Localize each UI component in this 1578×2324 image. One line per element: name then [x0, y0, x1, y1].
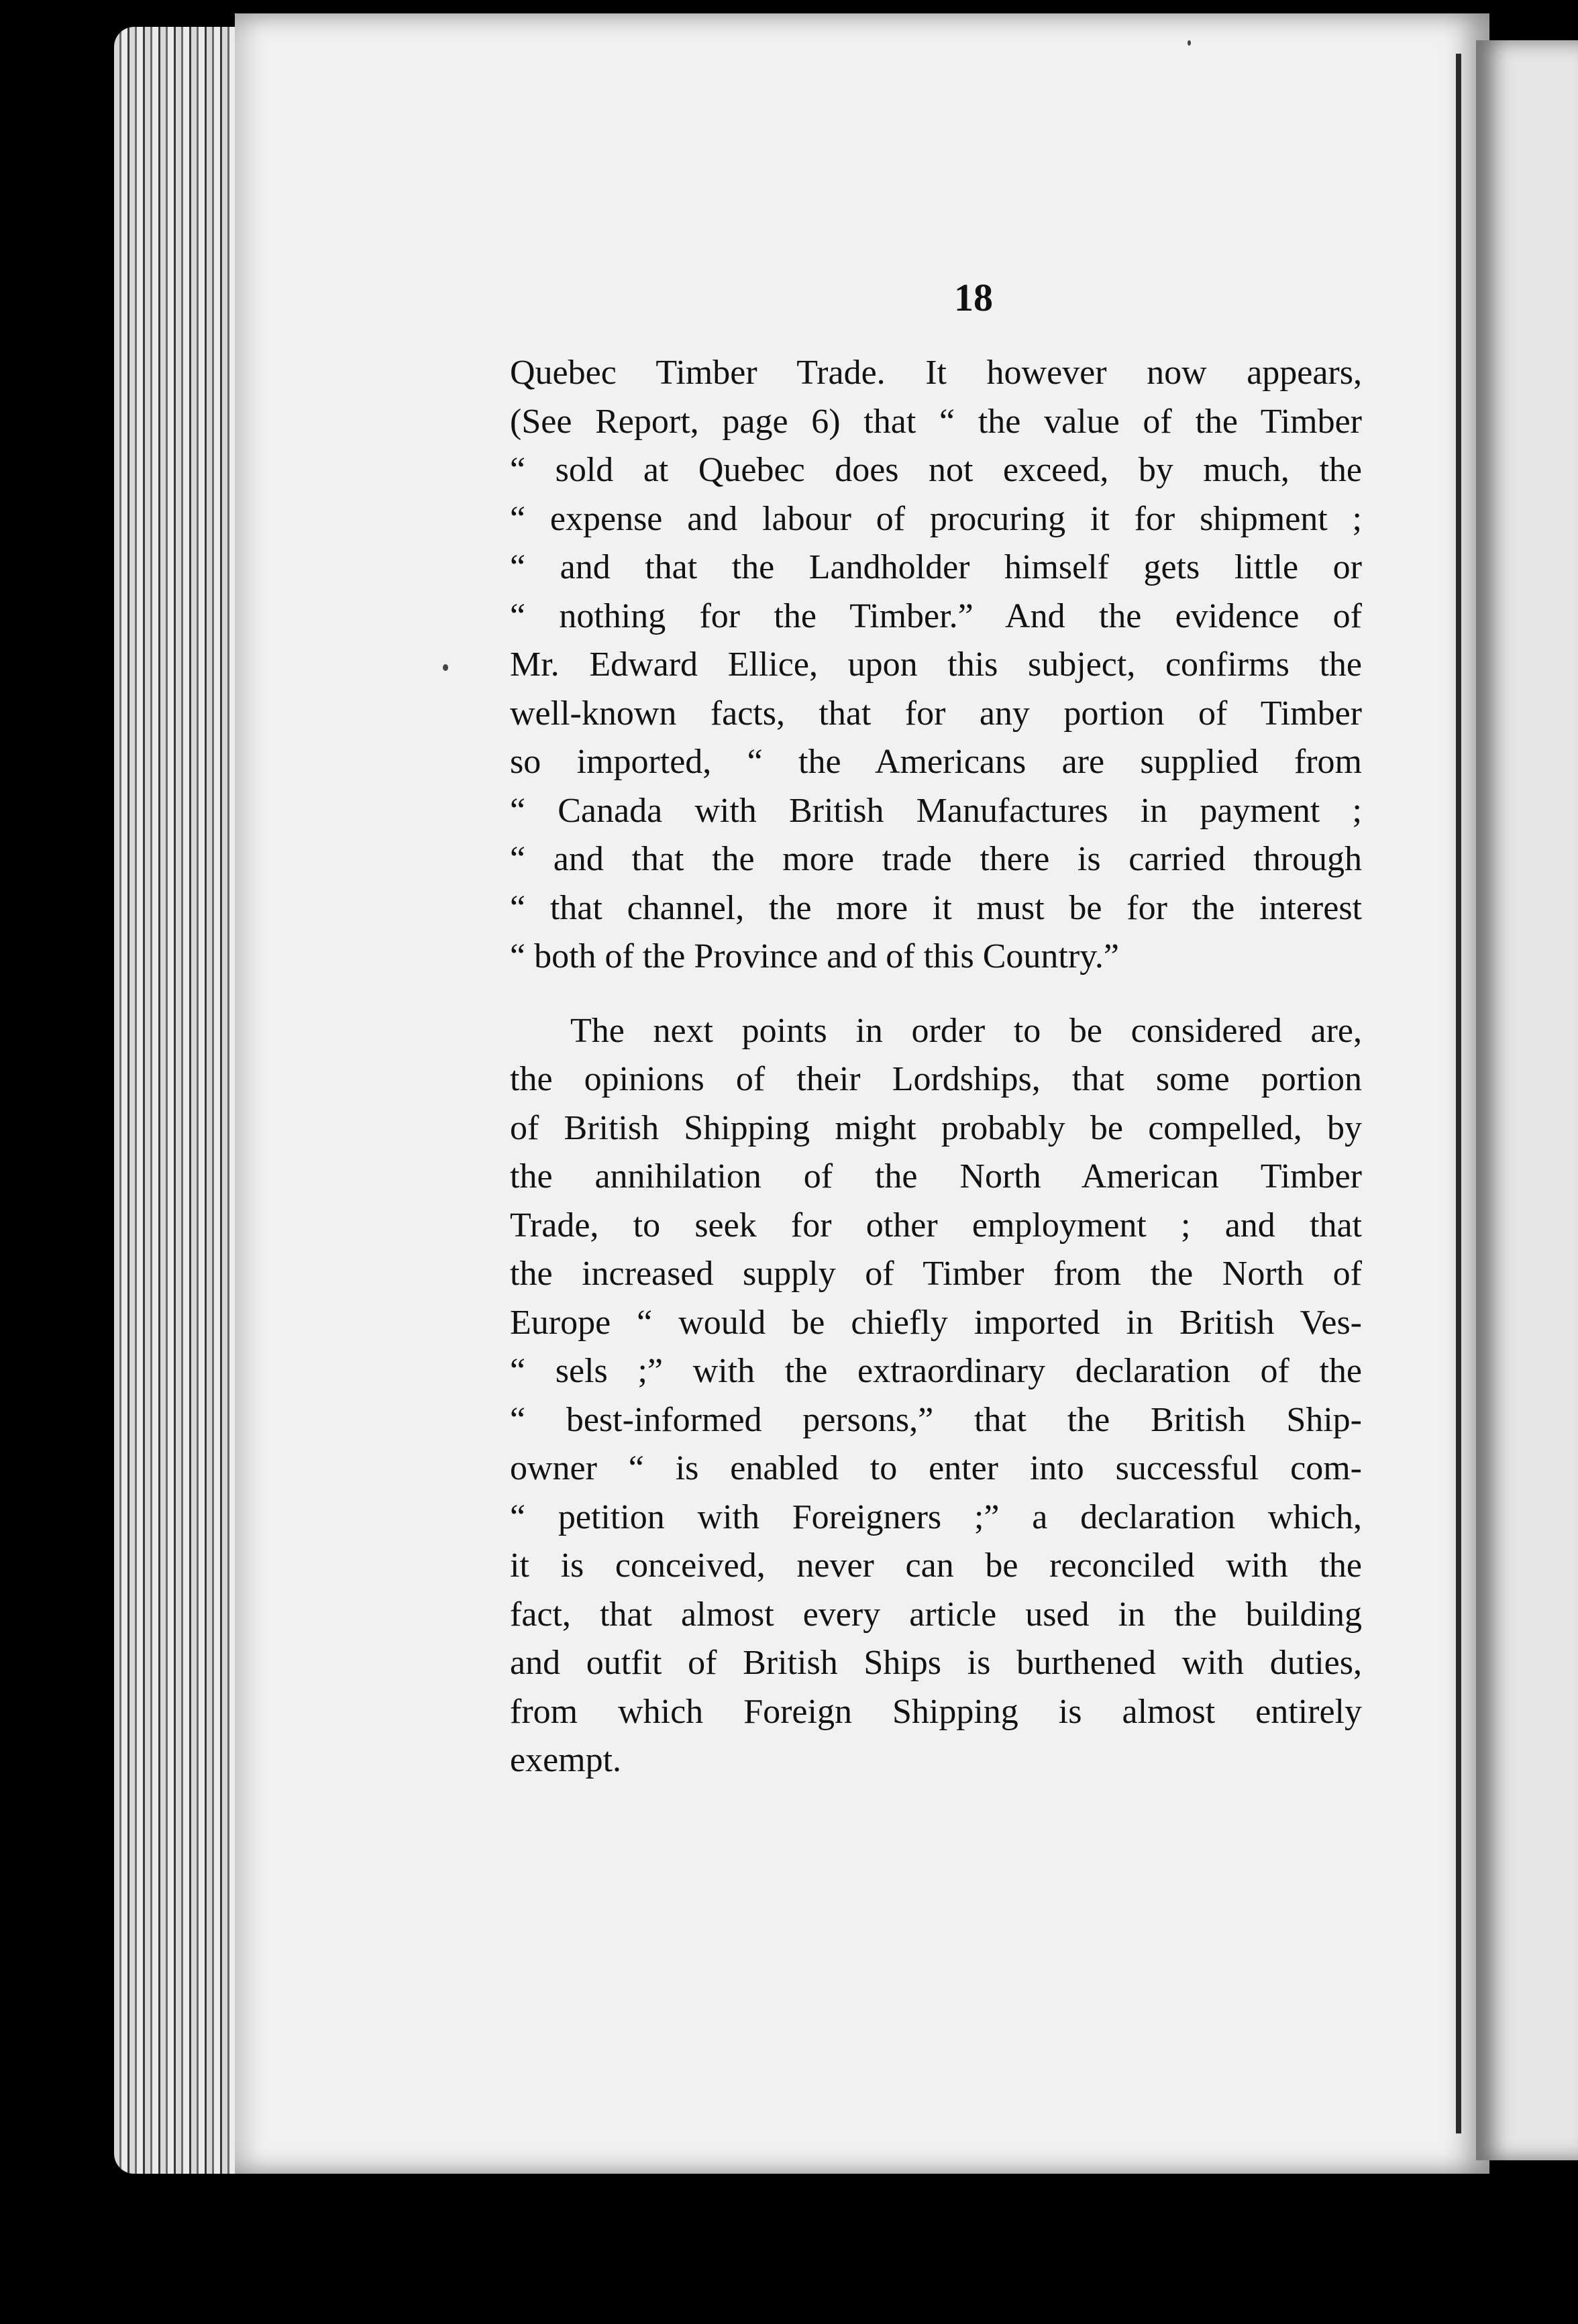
- text-line: the annihilation of the North American Timber: [510, 1157, 1362, 1196]
- text-line: “ expense and labour of procuring it for shipment ;: [510, 499, 1362, 538]
- text-line: it is conceived, never can be reconciled with the: [510, 1546, 1362, 1585]
- text-line: “ sold at Quebec does not exceed, by much, the: [510, 451, 1362, 489]
- paragraph-2: [510, 1007, 1362, 1785]
- next-page-edge: [1476, 40, 1578, 2160]
- text-line: “ sels ;” with the extraordinary declaration of the: [510, 1352, 1362, 1390]
- text-line: “ petition with Foreigners ;” a declaration which,: [510, 1497, 1362, 1536]
- page-edges: [114, 27, 248, 2174]
- text-line: “ both of the Province and of this Country.”: [510, 937, 1119, 975]
- text-line: so imported, “ the Americans are supplied from: [510, 743, 1362, 781]
- gutter-shadow: [1456, 54, 1461, 2133]
- ink-speck: [1188, 40, 1191, 46]
- body-text: [510, 349, 1362, 1785]
- text-line: of British Shipping might probably be compelled, by: [510, 1108, 1362, 1147]
- text-line: Europe “ would be chiefly imported in British Ves-: [510, 1303, 1362, 1342]
- text-line: Trade, to seek for other employment ; and that: [510, 1206, 1362, 1245]
- text-line: exempt.: [510, 1741, 622, 1779]
- text-line: the increased supply of Timber from the North of: [510, 1255, 1362, 1293]
- text-line: The next points in order to be considered are,: [570, 1011, 1362, 1050]
- text-line: from which Foreign Shipping is almost entirely: [510, 1692, 1362, 1731]
- text-line: “ and that the Landholder himself gets little or: [510, 548, 1362, 586]
- text-line: and outfit of British Ships is burthened with duties,: [510, 1644, 1362, 1682]
- text-line: “ and that the more trade there is carried through: [510, 840, 1362, 878]
- text-line: (See Report, page 6) that “ the value of the Timber: [510, 402, 1362, 441]
- text-line: “ that channel, the more it must be for the interest: [510, 888, 1362, 927]
- ink-speck: [443, 664, 448, 671]
- text-line: the opinions of their Lordships, that some portion: [510, 1060, 1362, 1098]
- text-line: Quebec Timber Trade. It however now appears,: [510, 354, 1362, 392]
- text-line: “ nothing for the Timber.” And the evidence of: [510, 596, 1362, 635]
- page-number: 18: [954, 276, 993, 319]
- text-line: Mr. Edward Ellice, upon this subject, confirms the: [510, 645, 1362, 684]
- text-line: owner “ is enabled to enter into successful com-: [510, 1449, 1362, 1487]
- text-line: “ best-informed persons,” that the British Ship-: [510, 1400, 1362, 1439]
- text-line: well-known facts, that for any portion of Timber: [510, 694, 1362, 733]
- text-line: fact, that almost every article used in the building: [510, 1595, 1362, 1634]
- paragraph-1: [510, 349, 1362, 982]
- text-line: “ Canada with British Manufactures in payment ;: [510, 791, 1362, 830]
